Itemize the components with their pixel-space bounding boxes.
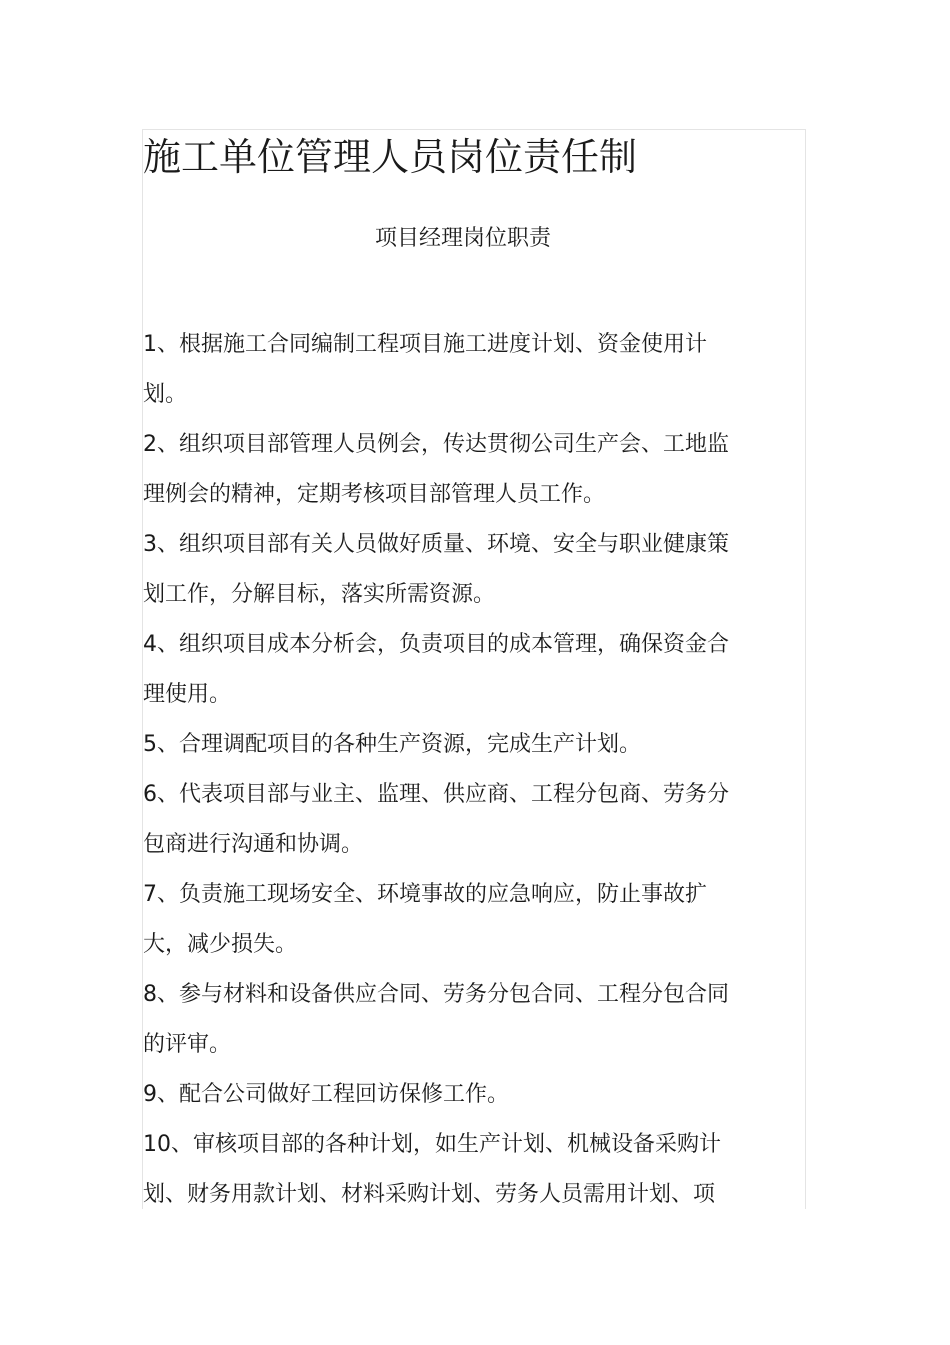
duty-item: 8、参与材料和设备供应合同、劳务分包合同、工程分包合同的评审。 <box>143 982 729 1057</box>
document-title: 施工单位管理人员岗位责任制 <box>143 135 638 179</box>
duty-item: 2、组织项目部管理人员例会，传达贯彻公司生产会、工地监理例会的精神，定期考核项目部管理人员工作。 <box>143 432 729 507</box>
duty-item: 1、根据施工合同编制工程项目施工进度计划、资金使用计划。 <box>143 332 707 407</box>
duty-item: 3、组织项目部有关人员做好质量、环境、安全与职业健康策划工作，分解目标，落实所需资源。 <box>143 532 729 607</box>
duty-item: 6、代表项目部与业主、监理、供应商、工程分包商、劳务分包商进行沟通和协调。 <box>143 782 729 857</box>
section-title <box>0 223 950 255</box>
duty-item: 4、组织项目成本分析会，负责项目的成本管理，确保资金合理使用。 <box>143 632 729 707</box>
duty-item: 5、合理调配项目的各种生产资源，完成生产计划。 <box>143 732 641 757</box>
duty-item: 7、负责施工现场安全、环境事故的应急响应，防止事故扩大，减少损失。 <box>143 882 707 957</box>
duty-item: 9、配合公司做好工程回访保修工作。 <box>143 1082 509 1107</box>
duty-item: 10、审核项目部的各种计划，如生产计划、机械设备采购计划、财务用款计划、材料采购计划、劳务人员需用计划、项 <box>143 1132 721 1207</box>
duty-list <box>143 320 743 1220</box>
section-title-text: 项目经理岗位职责 <box>374 226 551 251</box>
